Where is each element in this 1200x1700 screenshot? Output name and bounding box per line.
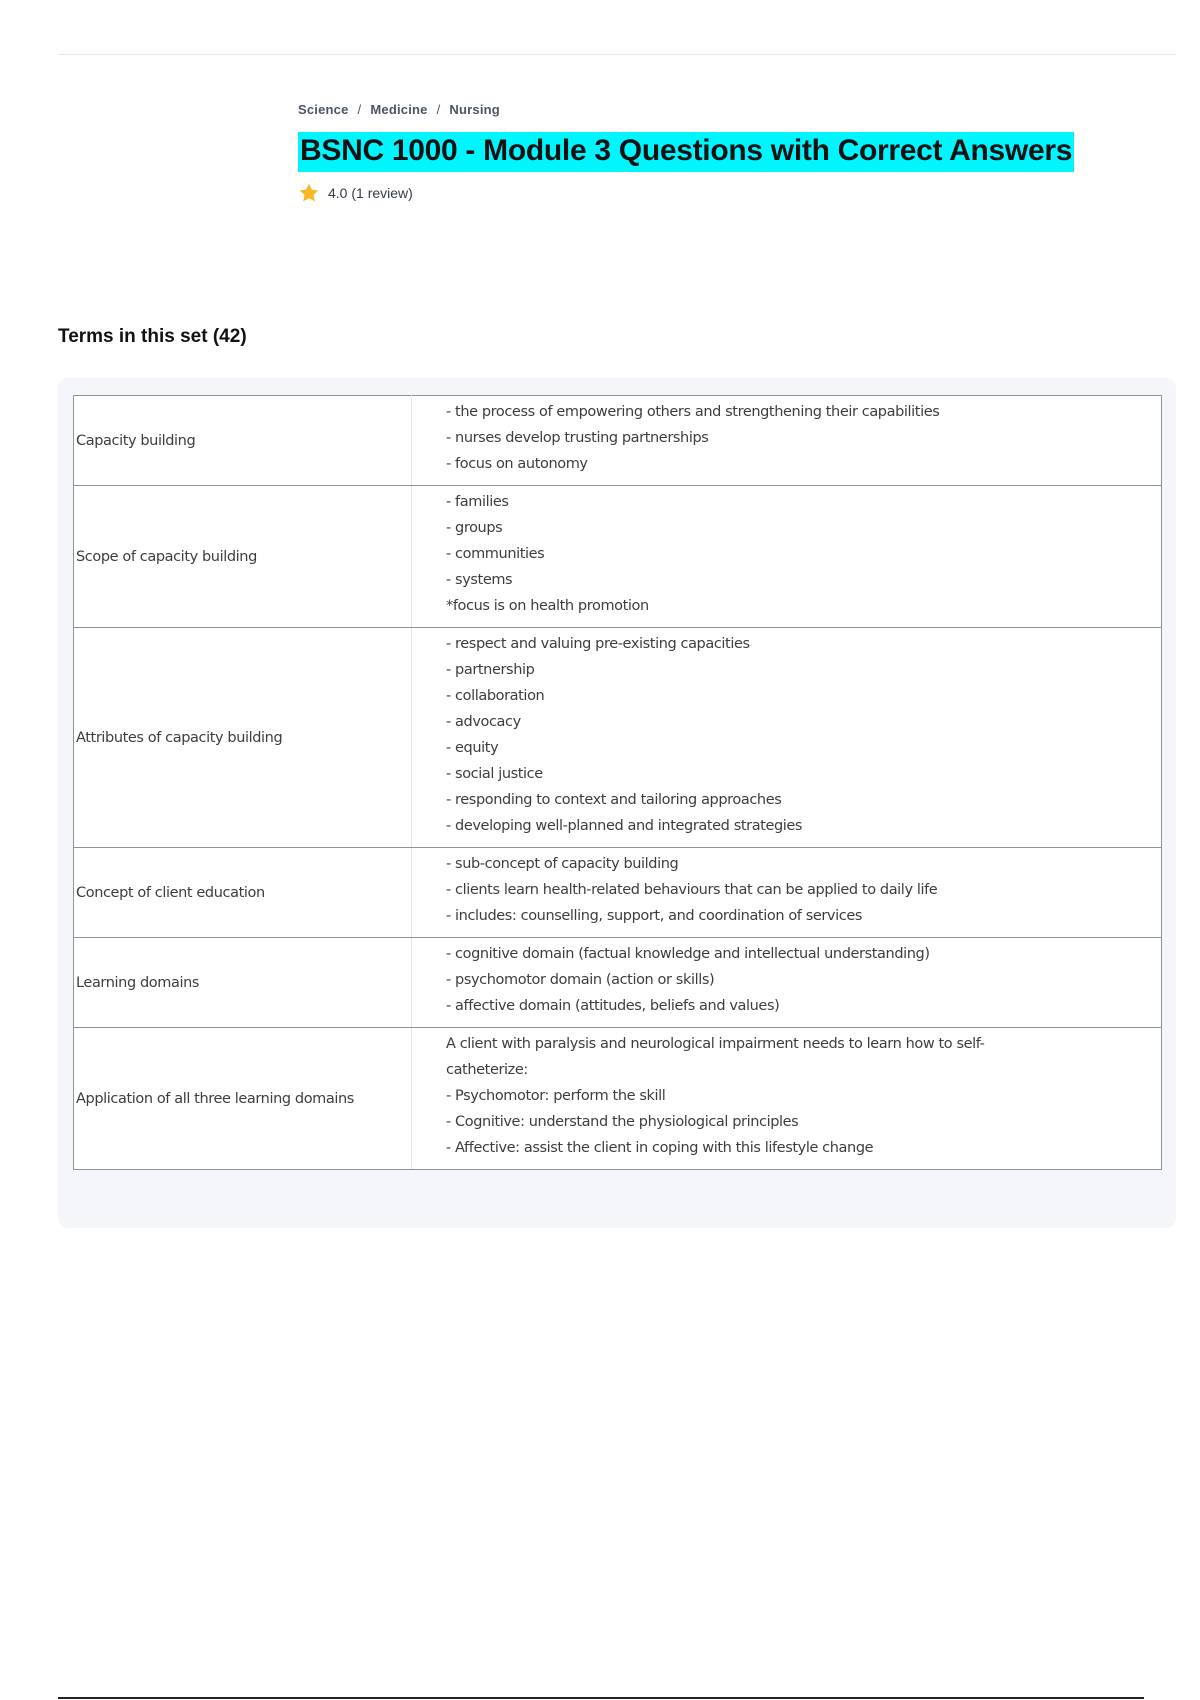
term-cell: Learning domains (74, 938, 412, 1028)
page-title: BSNC 1000 - Module 3 Questions with Correct Answers (298, 132, 1074, 172)
definition-line: - Cognitive: understand the physiological principles (446, 1114, 799, 1130)
definition-line: - communities (446, 546, 545, 562)
terms-table (73, 395, 1162, 1170)
rating[interactable] (298, 182, 1158, 204)
definition-line: - focus on autonomy (446, 456, 588, 472)
definition-line: - developing well-planned and integrated strategies (446, 818, 803, 834)
definition-line: - affective domain (attitudes, beliefs and values) (446, 998, 780, 1014)
breadcrumb-item-medicine[interactable]: Medicine (370, 102, 428, 117)
bottom-divider (58, 1697, 1144, 1699)
definition-line: - collaboration (446, 688, 545, 704)
definition-line: - Psychomotor: perform the skill (446, 1088, 666, 1104)
definition-line: - sub-concept of capacity building (446, 856, 679, 872)
definition-line: - clients learn health-related behaviours that can be applied to daily life (446, 882, 938, 898)
definition-line: - psychomotor domain (action or skills) (446, 972, 715, 988)
term-cell: Application of all three learning domains (74, 1028, 412, 1170)
definition-line: - social justice (446, 766, 543, 782)
definition-cell (412, 628, 1162, 848)
definition-cell (412, 848, 1162, 938)
breadcrumb-item-nursing[interactable]: Nursing (449, 102, 500, 117)
definition-line: - nurses develop trusting partnerships (446, 430, 709, 446)
definition-line: - advocacy (446, 714, 521, 730)
definition-line: - partnership (446, 662, 535, 678)
term-row (74, 396, 1162, 486)
definition-line: *focus is on health promotion (446, 598, 649, 614)
rating-text: 4.0 (1 review) (328, 185, 413, 201)
definition-cell (412, 486, 1162, 628)
term-cell: Scope of capacity building (74, 486, 412, 628)
breadcrumb-separator: / (436, 102, 441, 117)
definition-cell (412, 396, 1162, 486)
breadcrumb (298, 102, 1158, 117)
breadcrumb-separator: / (357, 102, 362, 117)
term-row (74, 848, 1162, 938)
set-header (298, 102, 1158, 204)
definition-line: - respect and valuing pre-existing capacities (446, 636, 750, 652)
term-row (74, 938, 1162, 1028)
definition-line: - the process of empowering others and strengthening their capabilities (446, 404, 940, 420)
definition-line: - cognitive domain (factual knowledge and intellectual understanding) (446, 946, 930, 962)
definition-line: - includes: counselling, support, and coordination of services (446, 908, 862, 924)
definition-line: - systems (446, 572, 513, 588)
definition-line: - groups (446, 520, 503, 536)
definition-line: A client with paralysis and neurological impairment needs to learn how to self- (446, 1036, 985, 1052)
definition-cell (412, 938, 1162, 1028)
definition-line: - Affective: assist the client in coping with this lifestyle change (446, 1140, 874, 1156)
top-divider (58, 54, 1176, 55)
term-row (74, 486, 1162, 628)
definition-cell (412, 1028, 1162, 1170)
term-row (74, 628, 1162, 848)
star-icon (298, 182, 320, 204)
definition-line: - responding to context and tailoring approaches (446, 792, 782, 808)
definition-line: - equity (446, 740, 499, 756)
term-cell: Concept of client education (74, 848, 412, 938)
breadcrumb-item-science[interactable]: Science (298, 102, 349, 117)
definition-line: catheterize: (446, 1062, 528, 1078)
term-row (74, 1028, 1162, 1170)
definition-line: - families (446, 494, 509, 510)
terms-heading: Terms in this set (42) (58, 326, 247, 347)
term-cell: Attributes of capacity building (74, 628, 412, 848)
term-cell: Capacity building (74, 396, 412, 486)
